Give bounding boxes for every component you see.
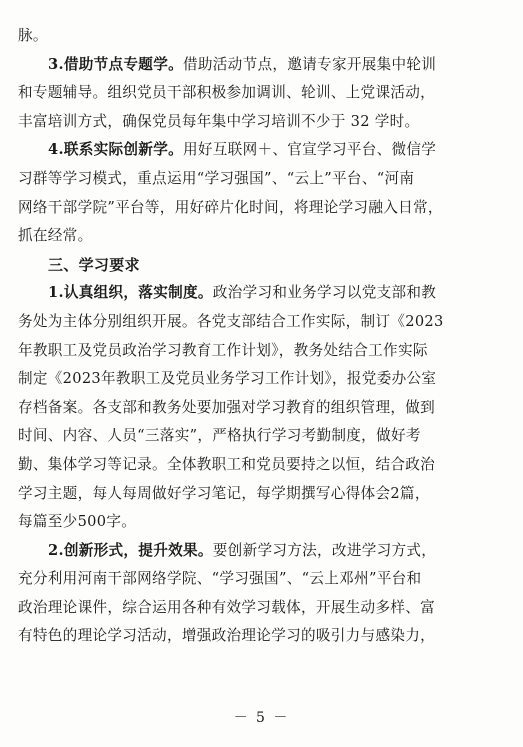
line-text: 有特色的理论学习活动，增强政治理论学习的吸引力与感染力， [18,627,436,645]
body-text [18,22,506,651]
text-line [18,108,506,137]
line-text: 网络干部学院”平台等，用好碎片化时间，将理论学习融入日常， [18,198,443,216]
line-text: 时间、内容、人员“三落实”，严格执行学习考勤制度，做好考 [18,427,421,445]
text-line [18,308,506,337]
text-line [18,622,506,651]
text-line [18,565,506,594]
line-text: 学习主题，每人每周做好学习笔记，每学期撰写心得体会2篇， [18,484,430,502]
line-text: 政治学习和业务学习以党支部和教 [212,284,437,302]
text-line [18,365,506,394]
text-line [18,222,506,251]
line-text: 抓在经常。 [18,227,93,245]
line-text: 政治理论课件，综合运用各种有效学习载体，开展生动多样、富 [18,598,436,616]
line-text: 三、学习要求 [48,255,140,274]
text-line [18,537,506,566]
text-line [18,422,506,451]
line-text: 借助活动节点，邀请专家开展集中轮训 [183,55,437,73]
item-heading: 1.认真组织，落实制度。 [48,284,213,302]
item-heading: 3.借助节点专题学。 [48,55,183,73]
text-line [18,136,506,165]
line-text: 存档备案。各支部和教务处要加强对学习教育的组织管理，做到 [18,398,436,416]
line-text: 和专题辅导。组织党员干部积极参加调训、轮训、上党课活动， [18,84,436,102]
section-heading [18,251,506,280]
page-number: － 5 － [233,710,290,726]
text-line [18,165,506,194]
line-text: 要创新学习方法，改进学习方式， [212,541,437,559]
line-text: 制定《2023年教职工及党员业务学习工作计划》，报党委办公室 [18,370,437,388]
line-text: 勤、集体学习等记录。全体教职工和党员要持之以恒，结合政治 [18,455,436,473]
line-text: 脉。 [18,27,48,44]
text-line [18,337,506,366]
text-line [18,451,506,480]
text-line [18,594,506,623]
text-line [18,279,506,308]
item-heading: 2.创新形式，提升效果。 [48,541,213,559]
line-text: 充分利用河南干部网络学院、“学习强国”、“云上邓州”平台和 [18,570,422,588]
text-line [18,480,506,509]
line-text: 每篇至少500字。 [18,513,137,531]
text-line [18,79,506,108]
text-line [18,508,506,537]
text-line [18,51,506,80]
text-line [18,22,506,51]
item-heading: 4.联系实际创新学。 [48,141,183,159]
line-text: 习群等学习模式，重点运用“学习强国”、“云上”平台、“河南 [18,169,415,187]
line-text: 年教职工及党员政治学习教育工作计划》，教务处结合工作实际 [18,341,428,359]
text-line [18,194,506,223]
line-text: 用好互联网＋、官宣学习平台、微信学 [183,141,437,159]
text-line [18,394,506,423]
line-text: 务处为主体分别组织开展。各党支部结合工作实际，制订《2023 [18,312,444,330]
line-text: 丰富培训方式，确保党员每年集中学习培训不少于 32 学时。 [18,112,420,130]
